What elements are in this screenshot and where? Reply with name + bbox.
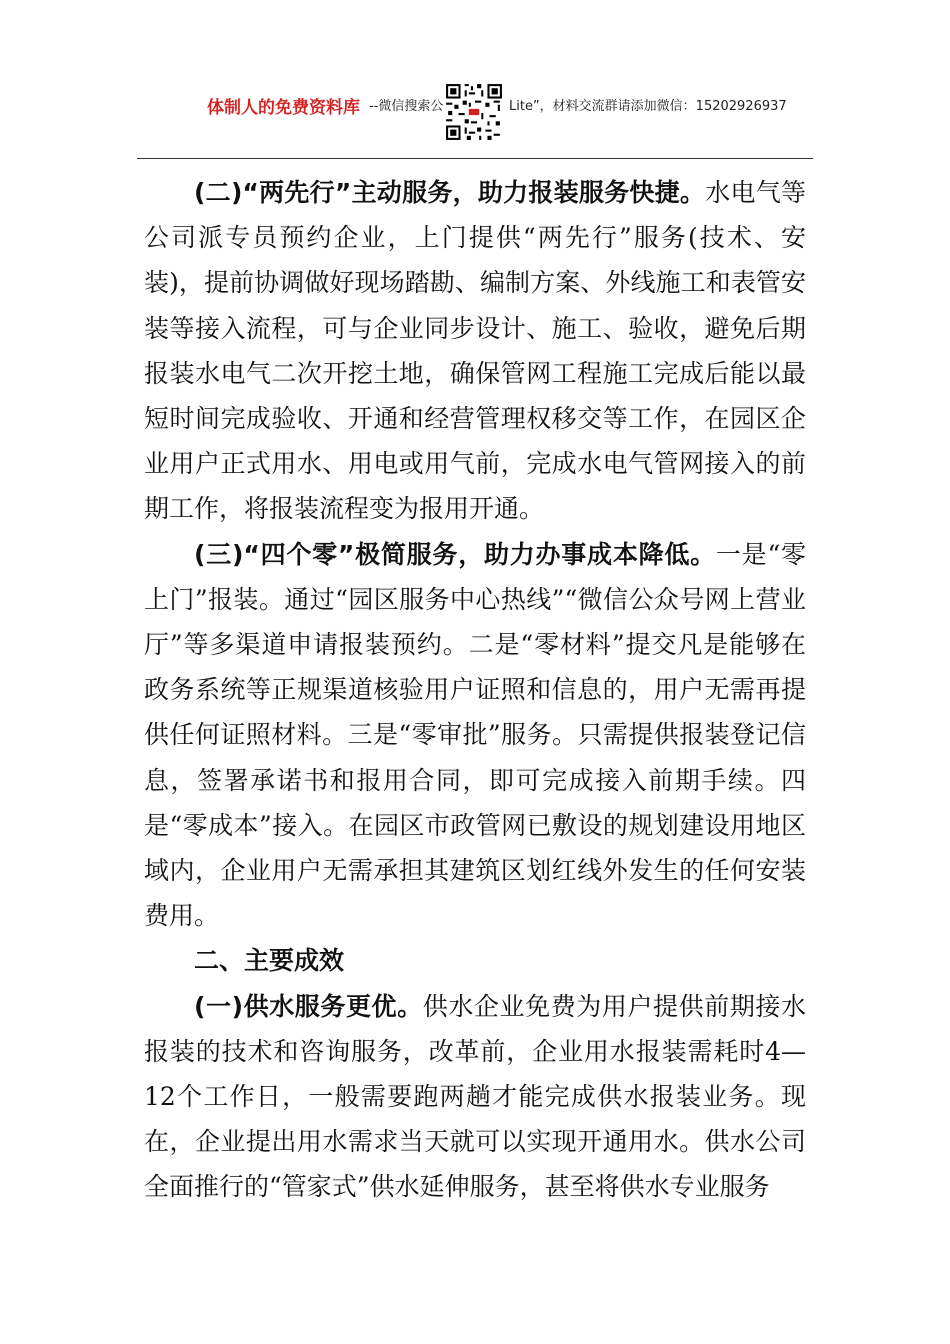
brand-title: 体制人的免费资料库: [207, 98, 360, 118]
contact-note: Lite”，材料交流群请添加微信：15202926937: [509, 99, 787, 114]
section-heading: 二、主要成效: [194, 946, 345, 976]
paragraph-four-zeros: [144, 532, 806, 939]
paragraph-text: 一是“零上门”报装。通过“园区服务中心热线”“微信公众号网上营业厅”等多渠道申请报装预约。二是“零材料”提交凡是能够在政务系统等正规渠道核验用户证照和信息的，用户无需再提供任何证照材料。三是“零审批”服务。只需提供报装登记信息，签署承诺书和报用合同，即可完成接入前期手续。四是“零成本”接入。在园区市政管网已敷设的规划建设用地区域内，企业用户无需承担其建筑区划红线外发生的任何安装费用。: [144, 539, 806, 931]
paragraph-lead: (二)“两先行”主动服务，助力报装服务快捷。: [194, 178, 706, 207]
paragraph-text: 水电气等公司派专员预约企业，上门提供“两先行”服务(技术、安装)，提前协调做好现场踏勘、编制方案、外线施工和表管安装等接入流程，可与企业同步设计、施工、验收，避免后期报装水电气二次开挖土地，确保管网工程施工完成后能以最短时间完成验收、开通和经营管理权移交等工作，在园区企业用户正式用水、用电或用气前，完成水电气管网接入的前期工作，将报装流程变为报用开通。: [144, 178, 806, 524]
paragraph-lead: (一)供水服务更优。: [194, 991, 423, 1021]
paragraph-text: 供水企业免费为用户提供前期接水报装的技术和咨询服务，改革前，企业用水报装需耗时4—12个工作日，一般需要跑两趟才能完成供水报装业务。现在，企业提出用水需求当天就可以实现开通用水。供水公司全面推行的“管家式”供水延伸服务，甚至将供水专业服务: [144, 991, 806, 1202]
page-header: [0, 78, 950, 148]
document-body: [144, 170, 806, 1210]
qr-code-icon: [444, 82, 504, 142]
header-divider: [137, 158, 813, 159]
paragraph-lead: (三)“四个零”极简服务，助力办事成本降低。: [194, 539, 716, 569]
search-note: --微信搜索公: [369, 99, 444, 114]
paragraph-water-service: [144, 984, 806, 1210]
paragraph-two-first: [144, 170, 806, 532]
